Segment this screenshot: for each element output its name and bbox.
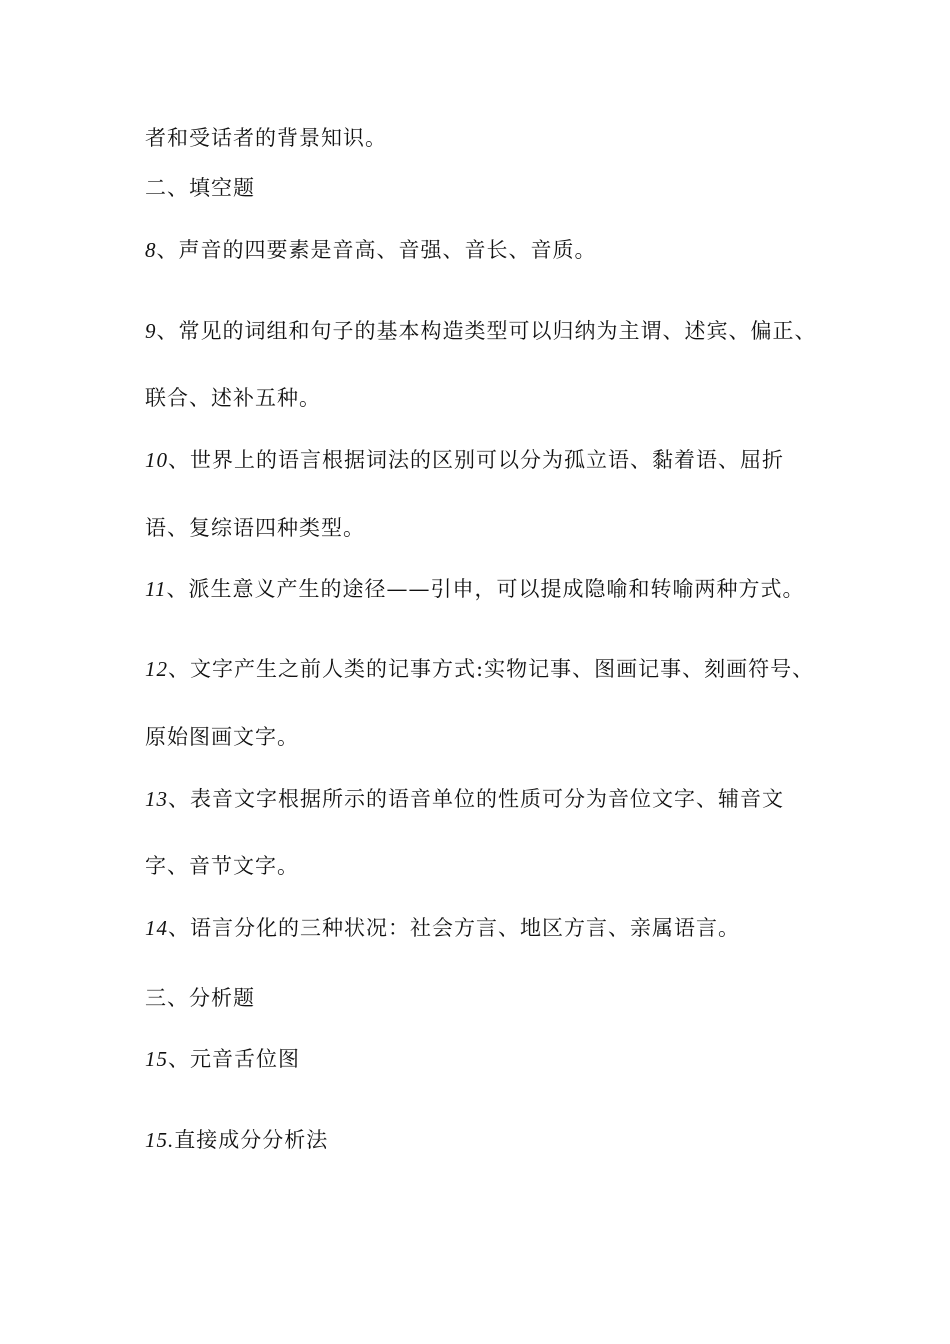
item-8: 8、声音的四要素是音高、音强、音长、音质。 xyxy=(145,238,597,262)
item-10-line-1: 10、世界上的语言根据词法的区别可以分为孤立语、黏着语、屈折 xyxy=(145,448,784,472)
item-15-vowel-chart: 15、元音舌位图 xyxy=(145,1047,300,1071)
item-13-line-2: 字、音节文字。 xyxy=(145,854,299,878)
item-9-line-2: 联合、述补五种。 xyxy=(145,386,321,410)
item-11: 11、派生意义产生的途径——引申，可以提成隐喻和转喻两种方式。 xyxy=(145,577,805,601)
section-heading-analysis: 三、分析题 xyxy=(145,986,255,1010)
item-15-ic-analysis: 15.直接成分分析法 xyxy=(145,1128,329,1152)
item-12-line-2: 原始图画文字。 xyxy=(145,725,299,749)
item-12-line-1: 12、文字产生之前人类的记事方式:实物记事、图画记事、刻画符号、 xyxy=(145,657,815,681)
section-heading-fill-in: 二、填空题 xyxy=(145,176,255,200)
item-10-line-2: 语、复综语四种类型。 xyxy=(145,516,365,540)
item-9-line-1: 9、常见的词组和句子的基本构造类型可以归纳为主谓、述宾、偏正、 xyxy=(145,319,817,343)
item-14: 14、语言分化的三种状况：社会方言、地区方言、亲属语言。 xyxy=(145,916,740,940)
item-13-line-1: 13、表音文字根据所示的语音单位的性质可分为音位文字、辅音文 xyxy=(145,787,784,811)
text-line-1: 者和受话者的背景知识。 xyxy=(145,126,387,150)
